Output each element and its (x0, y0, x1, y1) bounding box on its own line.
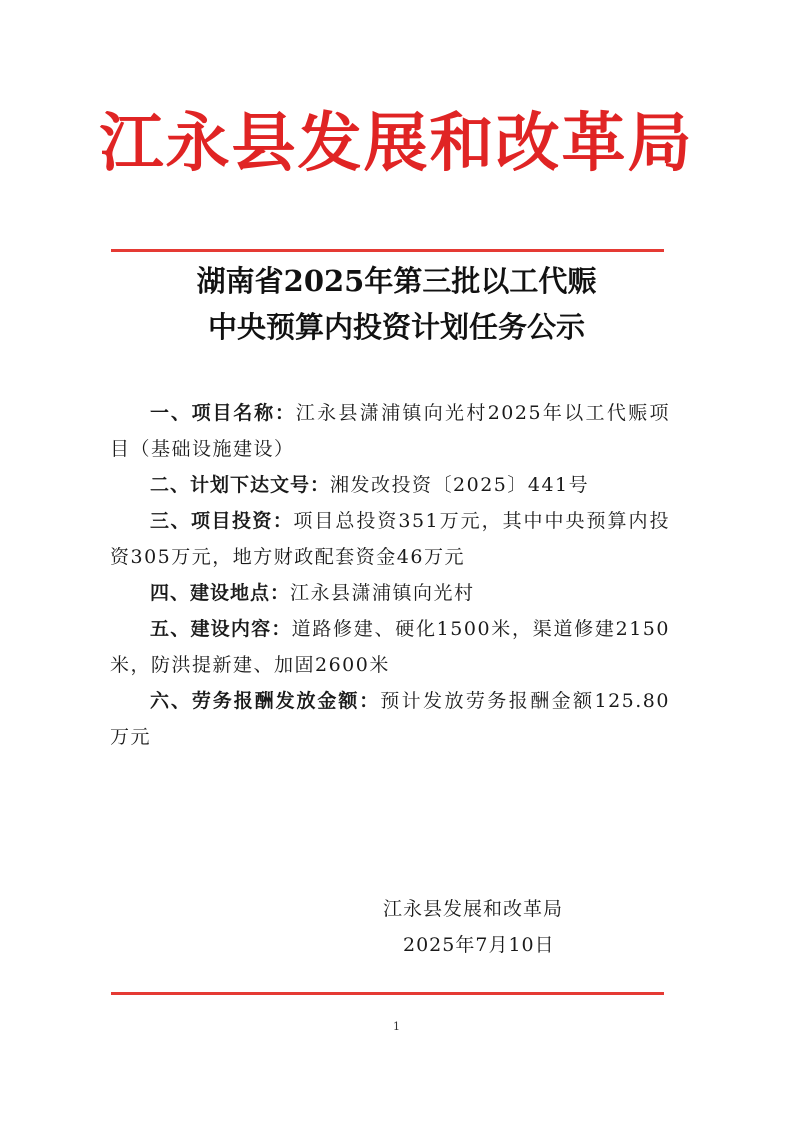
page-number: 1 (393, 1020, 400, 1033)
header-divider-line (111, 249, 664, 252)
document-title-line-2: 中央预算内投资计划任务公示 (207, 310, 585, 344)
item-document-number (110, 467, 670, 503)
item-value: 江永县潇浦镇向光村2025年以工代赈项目（基础设施建设） (110, 402, 670, 460)
item-construction-site (110, 575, 670, 611)
item-label: 六、劳务报酬发放金额： (150, 690, 381, 712)
item-label: 二、计划下达文号： (150, 474, 331, 496)
document-body (110, 395, 670, 755)
item-project-name (110, 395, 670, 467)
item-value: 道路修建、硬化1500米，渠道修建2150米，防洪提新建、加固2600米 (110, 618, 670, 676)
document-title-line-1: 湖南省2025年第三批以工代赈 (196, 264, 597, 298)
footer-divider-line (111, 992, 664, 995)
item-construction-content (110, 611, 670, 683)
item-value: 项目总投资351万元，其中中央预算内投资305万元，地方财政配套资金46万元 (110, 510, 670, 568)
item-value: 江永县潇浦镇向光村 (290, 582, 475, 604)
item-project-investment (110, 503, 670, 575)
signature-agency: 江永县发展和改革局 (383, 898, 564, 920)
item-label: 五、建设内容： (150, 618, 292, 640)
item-value: 预计发放劳务报酬金额125.80万元 (110, 690, 670, 748)
signature-block (383, 891, 563, 963)
item-labor-remuneration (110, 683, 670, 755)
item-label: 三、项目投资： (150, 510, 294, 532)
agency-header: 江永县发展和改革局 (99, 106, 694, 181)
signature-date: 2025年7月10日 (403, 934, 555, 956)
item-label: 一、项目名称： (150, 402, 296, 424)
item-label: 四、建设地点： (150, 582, 291, 604)
item-value: 湘发改投资〔2025〕441号 (330, 474, 590, 496)
